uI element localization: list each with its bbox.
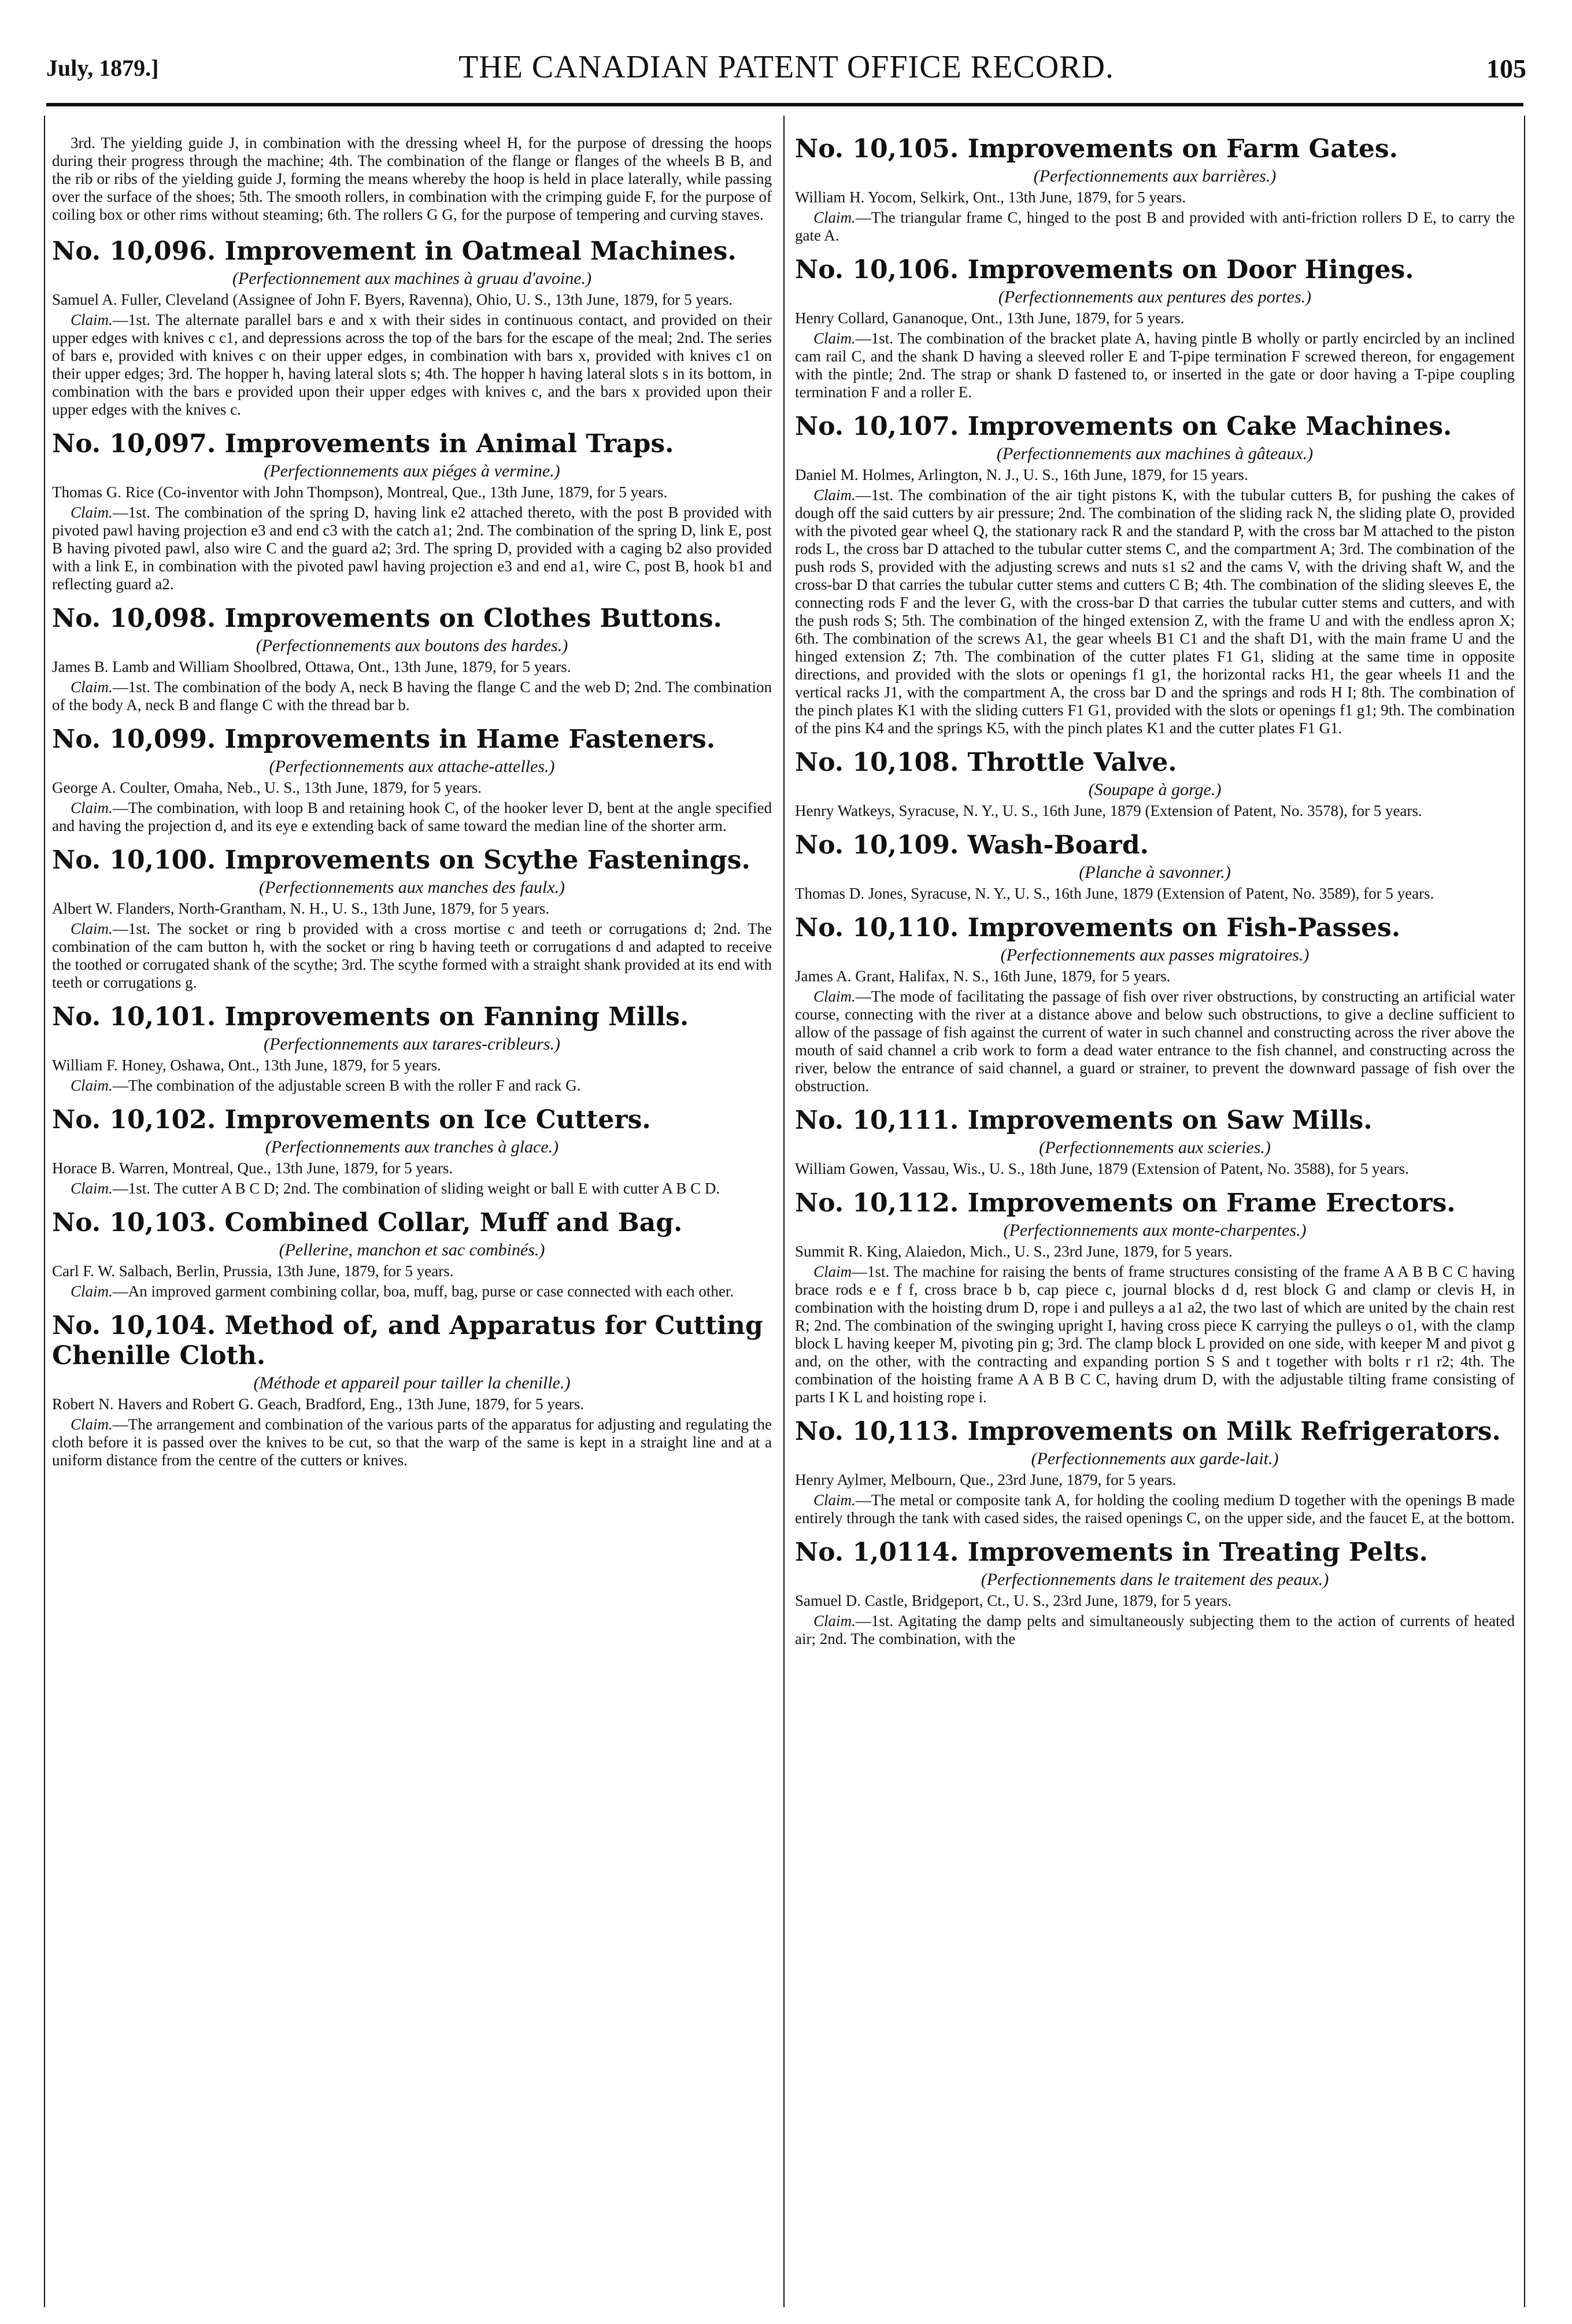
- claim-body: —The combination of the adjustable screen B with the roller F and rack G.: [112, 1077, 581, 1094]
- patent-entry: [52, 237, 772, 419]
- patent-heading: [52, 1208, 772, 1238]
- french-title: (Perfectionnements aux manches des faulx.): [259, 878, 565, 897]
- claim-label: Claim: [813, 1263, 852, 1280]
- grantee-line: Albert W. Flanders, North-Grantham, N. H., U. S., 13th June, 1879, for 5 years.: [52, 900, 550, 917]
- claim-text: [52, 1180, 772, 1198]
- right-column: [795, 134, 1515, 2297]
- patent-entry: [52, 725, 772, 835]
- patent-number: No. 10,103.: [52, 1208, 216, 1237]
- patent-title: Improvement in Oatmeal Machines.: [224, 237, 737, 266]
- page-number: 105: [1486, 54, 1526, 83]
- claim-label: Claim.: [71, 311, 113, 328]
- patent-title: Improvements in Treating Pelts.: [967, 1538, 1428, 1567]
- french-title: (Perfectionnement aux machines à gruau d'avoine.): [232, 269, 592, 288]
- grantee-line: Robert N. Havers and Robert G. Geach, Bradford, Eng., 13th June, 1879, for 5 years.: [52, 1395, 585, 1413]
- grantee-line: Samuel A. Fuller, Cleveland (Assignee of John F. Byers, Ravenna), Ohio, U. S., 13th June, 1879, for 5 years.: [52, 291, 733, 308]
- patent-entry: [795, 913, 1515, 1095]
- claim-label: Claim.: [71, 504, 113, 521]
- claim-text: [795, 330, 1515, 401]
- claim-text: [52, 311, 772, 419]
- claim-label: Claim.: [71, 678, 113, 696]
- french-title: (Perfectionnements aux machines à gâteaux.): [996, 444, 1314, 463]
- claim-body: —1st. Agitating the damp pelts and simultaneously subjecting them to the action of currents of heated air; 2nd. The combination, with the: [795, 1612, 1515, 1647]
- patent-number: No. 10,110.: [795, 913, 959, 943]
- frame-right-rule: [1524, 116, 1525, 2307]
- french-title: (Perfectionnements dans le traitement des peaux.): [981, 1570, 1329, 1589]
- patent-number: No. 10,097.: [52, 429, 216, 459]
- grantee-line: Samuel D. Castle, Bridgeport, Ct., U. S., 23rd June, 1879, for 5 years.: [795, 1592, 1232, 1609]
- claim-text: [795, 209, 1515, 245]
- patent-number: No. 10,101.: [52, 1002, 216, 1032]
- patent-heading: [52, 604, 772, 634]
- grantee-line: Horace B. Warren, Montreal, Que., 13th June, 1879, for 5 years.: [52, 1159, 453, 1177]
- patent-entry: [795, 1538, 1515, 1648]
- claim-label: Claim.: [813, 988, 856, 1005]
- patent-heading: [795, 134, 1515, 164]
- claim-body: —The mode of facilitating the passage of fish over river obstructions, by constructing an artificial water course, connecting with the river at a distance above and below such obstructions, to give a decline sufficient to allow of the passage of fish against the current of water in such channel and constructing across the river above the mouth of said channel a crib work to form a dead water entrance to the fish channel, and constructing across the river, below the entrance of said channel, a guard or strainer, to prevent the downward passage of fish over the obstruction.: [795, 988, 1515, 1095]
- header-date: July, 1879.]: [46, 55, 159, 81]
- claim-body: —The metal or composite tank A, for holding the cooling medium D together with the openings B made entirely through the tank with cased sides, the raised openings C, on the upper side, and the faucet E, at the bottom.: [795, 1491, 1515, 1527]
- patent-entry: [795, 134, 1515, 245]
- patent-number: No. 10,099.: [52, 725, 216, 754]
- claim-text: [795, 1491, 1515, 1527]
- patent-title: Improvements in Animal Traps.: [224, 429, 674, 459]
- patent-title: Improvements on Milk Refrigerators.: [967, 1417, 1501, 1446]
- patent-entry: [52, 604, 772, 714]
- french-title: (Soupape à gorge.): [1088, 780, 1222, 799]
- patent-number: No. 10,109.: [795, 830, 959, 860]
- claim-label: Claim.: [71, 1416, 113, 1433]
- patent-entry: [52, 1002, 772, 1095]
- french-title: (Perfectionnements aux monte-charpentes.): [1003, 1221, 1307, 1240]
- french-title: (Perfectionnements aux piéges à vermine.): [264, 461, 560, 481]
- patent-title: Wash-Board.: [967, 830, 1149, 860]
- patent-heading: [52, 1002, 772, 1032]
- claim-label: Claim.: [71, 799, 113, 816]
- patent-entry: [52, 845, 772, 992]
- grantee-line: James A. Grant, Halifax, N. S., 16th June, 1879, for 5 years.: [795, 967, 1171, 985]
- patent-entry: [52, 1105, 772, 1198]
- grantee-line: William Gowen, Vassau, Wis., U. S., 18th June, 1879 (Extension of Patent, No. 3588), for 5 years.: [795, 1160, 1409, 1177]
- claim-text: [795, 1263, 1515, 1406]
- claim-text: [52, 1077, 772, 1095]
- patent-title: Improvements on Frame Erectors.: [967, 1188, 1456, 1218]
- claim-body: —1st. The combination of the spring D, having link e2 attached thereto, with the post B provided with pivoted pawl having projection e3 and end c3 with the catch a1; 2nd. The combination of the spring D, link E, post B having pivoted pawl, also wire C and the guard a2; 3rd. The spring D, provided with a caging b2 also provided with a link E, in combination with the pivoted pawl having projection e3 and end a1, wire C, post B, hook b1 and reflecting guard a2.: [52, 504, 772, 593]
- column-divider: [783, 116, 785, 2307]
- claim-text: [795, 988, 1515, 1095]
- grantee-line: Henry Collard, Gananoque, Ont., 13th June, 1879, for 5 years.: [795, 309, 1185, 327]
- french-title: (Perfectionnements aux pentures des portes.): [998, 287, 1312, 306]
- claim-label: Claim.: [813, 1612, 856, 1630]
- grantee-line: Daniel M. Holmes, Arlington, N. J., U. S., 16th June, 1879, for 15 years.: [795, 466, 1248, 483]
- patent-entry: [795, 412, 1515, 737]
- patent-entry: [795, 830, 1515, 903]
- claim-text: [52, 920, 772, 992]
- french-title: (Perfectionnements aux scieries.): [1039, 1138, 1271, 1157]
- patent-title: Improvements on Cake Machines.: [967, 412, 1452, 441]
- patent-number: No. 10,098.: [52, 604, 216, 633]
- patent-title: Improvements on Clothes Buttons.: [224, 604, 722, 633]
- french-title: (Perfectionnements aux tranches à glace.): [265, 1137, 559, 1157]
- french-title: (Perfectionnements aux attache-attelles.): [269, 757, 555, 776]
- patent-heading: [795, 913, 1515, 943]
- french-title: (Perfectionnements aux boutons des hardes.): [256, 636, 568, 655]
- patent-title: Improvements on Fanning Mills.: [224, 1002, 689, 1032]
- claim-body: —1st. The cutter A B C D; 2nd. The combination of sliding weight or ball E with cutter A B C D.: [112, 1180, 720, 1197]
- patent-title: Improvements on Door Hinges.: [967, 255, 1414, 285]
- claim-label: Claim.: [813, 330, 856, 347]
- patent-heading: [52, 429, 772, 459]
- claim-body: —The combination, with loop B and retaining hook C, of the hooker lever D, bent at the angle specified and having the projection d, and its eye e extending back of same toward the median line of the shorter arm.: [52, 799, 772, 834]
- claim-body: —The arrangement and combination of the various parts of the apparatus for adjusting and regulating the cloth before it is passed over the knives to be cut, so that the warp of the same is kept in a straight line and at a uniform distance from the centre of the cutters or knives.: [52, 1416, 772, 1469]
- claim-body: —1st. The combination of the bracket plate A, having pintle B wholly or partly encircled by an inclined cam rail C, and the shank D having a sleeved roller E and T-pipe termination F screwed thereon, for engagement with the pintle; 2nd. The strap or shank D fastened to, or inserted in the gate or door having a T-pipe coupling termination F and a roller E.: [795, 330, 1515, 401]
- patent-number: No. 10,096.: [52, 237, 216, 266]
- claim-text: [52, 678, 772, 714]
- patent-heading: [795, 1417, 1515, 1447]
- claim-body: —1st. The alternate parallel bars e and x with their sides in continuous contact, and provided on their upper edges with knives c c1, and depressions across the top of the bars for the escape of the meal; 2nd. The series of bars e, provided with knives c on their upper edges, in combination with bars x, provided with knives c1 on their upper edges; 3rd. The hopper h, having lateral slots s; 4th. The hopper h having lateral slots s in its bottom, in combination with the bars e provided upon their upper edges with knives c, and the bars x provided upon their upper edges with the knives c.: [52, 311, 772, 418]
- patent-title: Method of, and Apparatus for Cutting Chenille Cloth.: [52, 1311, 763, 1370]
- claim-label: Claim.: [813, 1491, 856, 1509]
- patent-heading: [795, 1106, 1515, 1136]
- patent-heading: [52, 845, 772, 875]
- patent-number: No. 10,112.: [795, 1188, 959, 1218]
- claim-body: —An improved garment combining collar, boa, muff, bag, purse or case connected with each other.: [112, 1283, 734, 1300]
- patent-heading: [795, 1188, 1515, 1218]
- patent-heading: [52, 237, 772, 267]
- patent-entry: [795, 255, 1515, 401]
- patent-heading: [795, 1538, 1515, 1568]
- claim-label: Claim.: [71, 1283, 113, 1300]
- patent-entry: [795, 1188, 1515, 1406]
- claim-text: [52, 1283, 772, 1300]
- patent-number: No. 10,113.: [795, 1417, 959, 1446]
- french-title: (Méthode et appareil pour tailler la chenille.): [253, 1373, 571, 1392]
- continued-claim: 3rd. The yielding guide J, in combination with the dressing wheel H, for the purpose of dressing the hoops during their progress through the machine; 4th. The combination of the flange or flanges of the wheels B B, and the rib or ribs of the yielding guide J, forming the means whereby the hoop is held in place laterally, while passing over the surface of the shoes; 5th. The smooth rollers, in combination with the crimping guide F, for the purpose of coiling box or other rims without steaming; 6th. The rollers G G, for the purpose of tempering and curving staves.: [52, 134, 772, 223]
- patent-number: No. 10,100.: [52, 845, 216, 875]
- claim-label: Claim.: [71, 1077, 113, 1094]
- patent-number: No. 10,111.: [795, 1106, 959, 1135]
- french-title: (Perfectionnements aux barrières.): [1033, 167, 1277, 186]
- frame-left-rule: [44, 116, 45, 2307]
- patent-title: Improvements on Saw Mills.: [967, 1106, 1373, 1135]
- claim-label: Claim.: [813, 209, 856, 226]
- grantee-line: Thomas D. Jones, Syracuse, N. Y., U. S., 16th June, 1879 (Extension of Patent, No. 3589), for 5 years.: [795, 885, 1434, 902]
- french-title: (Planche à savonner.): [1079, 863, 1231, 882]
- grantee-line: Carl F. W. Salbach, Berlin, Prussia, 13th June, 1879, for 5 years.: [52, 1262, 454, 1280]
- patent-heading: [795, 255, 1515, 285]
- claim-body: —1st. The combination of the air tight pistons K, with the tubular cutters B, for pushing the cakes of dough off the said cutters by air pressure; 2nd. The combination of the sliding rack N, the sliding plate O, provided with the pivoted gear wheel Q, the stationary rack R and the standard P, with the cross bar M attached to the piston rods L, the cross bar D attached to the tubular cutter stems C, and the compartment A; 3rd. The combination of the push rods S, provided with the adjusting screws and nuts s1 s2 and the cams V, with the driving shaft W, and the cross-bar D that carries the tubular cutter stems and cutters C B; 4th. The combination of the sliding sleeves E, the connecting rods F and the lever G, with the cross-bar D that carries the tubular cutter stems and cutters, and with the push rods S; 5th. The combination of the hinged extension Z, with the frame U and with the endless apron X; 6th. The combination of the screws A1, the gear wheels B1 C1 and the shaft D1, with the main frame U and the hinged extension Z; 7th. The combination of the cutter plates F1 G1, sliding at the same time in opposite directions, and provided with the slots or openings f1 g1, the horizontal racks H1, the gear wheels I1 and the vertical racks J1, with the compartment A, the cross bar D and the springs and rods H I; 8th. The combination of the pinch plates K1 with the sliding cutters F1 G1, provided with the slots or openings f1 g1; 9th. The combination of the pins K4 and the springs K5, with the pinch plates K1 and the cutter plates F1 G1.: [795, 486, 1515, 737]
- claim-label: Claim.: [813, 486, 856, 504]
- french-title: (Perfectionnements aux garde-lait.): [1031, 1449, 1279, 1468]
- patent-number: No. 10,104.: [52, 1311, 216, 1340]
- patent-entry: [52, 1208, 772, 1300]
- header-title: THE CANADIAN PATENT OFFICE RECORD.: [458, 49, 1114, 85]
- patent-entry: [795, 748, 1515, 820]
- patent-number: No. 10,102.: [52, 1105, 216, 1135]
- patent-title: Combined Collar, Muff and Bag.: [224, 1208, 683, 1237]
- page-header: [46, 45, 1526, 97]
- patent-entry: [795, 1417, 1515, 1527]
- patent-heading: [52, 1105, 772, 1135]
- grantee-line: William F. Honey, Oshawa, Ont., 13th June, 1879, for 5 years.: [52, 1056, 441, 1074]
- french-title: (Pellerine, manchon et sac combinés.): [279, 1240, 545, 1259]
- claim-text: [52, 504, 772, 593]
- grantee-line: George A. Coulter, Omaha, Neb., U. S., 13th June, 1879, for 5 years.: [52, 779, 482, 796]
- patent-entry: [52, 429, 772, 593]
- patent-title: Throttle Valve.: [967, 748, 1177, 777]
- header-rule: [46, 103, 1523, 106]
- patent-entry: [52, 1311, 772, 1469]
- patent-number: No. 10,108.: [795, 748, 959, 777]
- claim-text: [795, 1612, 1515, 1648]
- patent-number: No. 1,0114.: [795, 1538, 959, 1567]
- claim-body: —The triangular frame C, hinged to the post B and provided with anti-friction rollers D E, to carry the gate A.: [795, 209, 1515, 244]
- patent-number: No. 10,107.: [795, 412, 959, 441]
- claim-text: [52, 1416, 772, 1469]
- grantee-line: Thomas G. Rice (Co-inventor with John Thompson), Montreal, Que., 13th June, 1879, for 5 years.: [52, 483, 668, 501]
- grantee-line: Henry Watkeys, Syracuse, N. Y., U. S., 16th June, 1879 (Extension of Patent, No. 3578), for 5 years.: [795, 802, 1422, 819]
- claim-body: —1st. The combination of the body A, neck B having the flange C and the web D; 2nd. The combination of the body A, neck B and flange C with the thread bar b.: [52, 678, 772, 714]
- french-title: (Perfectionnements aux tarares-cribleurs.): [264, 1034, 560, 1054]
- french-title: (Perfectionnements aux passes migratoires.): [1000, 945, 1310, 965]
- patent-title: Improvements on Fish-Passes.: [967, 913, 1401, 943]
- patent-number: No. 10,105.: [795, 134, 959, 164]
- patent-title: Improvements on Scythe Fastenings.: [224, 845, 750, 875]
- patent-heading: [52, 1311, 772, 1371]
- claim-label: Claim.: [71, 920, 113, 937]
- grantee-line: Summit R. King, Alaiedon, Mich., U. S., 23rd June, 1879, for 5 years.: [795, 1243, 1233, 1260]
- patent-entry: [795, 1106, 1515, 1178]
- claim-label: Claim.: [71, 1180, 113, 1197]
- patent-number: No. 10,106.: [795, 255, 959, 285]
- patent-heading: [795, 412, 1515, 442]
- patent-heading: [795, 830, 1515, 860]
- left-column: [52, 134, 772, 2297]
- patent-title: Improvements in Hame Fasteners.: [224, 725, 716, 754]
- grantee-line: Henry Aylmer, Melbourn, Que., 23rd June, 1879, for 5 years.: [795, 1471, 1177, 1488]
- grantee-line: James B. Lamb and William Shoolbred, Ottawa, Ont., 13th June, 1879, for 5 years.: [52, 658, 571, 675]
- patent-title: Improvements on Farm Gates.: [967, 134, 1398, 164]
- patent-heading: [795, 748, 1515, 778]
- patent-heading: [52, 725, 772, 755]
- grantee-line: William H. Yocom, Selkirk, Ont., 13th June, 1879, for 5 years.: [795, 189, 1186, 206]
- claim-text: [52, 799, 772, 835]
- claim-body: —1st. The machine for raising the bents of frame structures consisting of the frame A A B B C C having brace rods e e f f, cross brace b b, cap piece c, journal blocks d d, rest block G and clamp or clevis H, in combination with the hoisting drum D, rope i and pulleys a a1 a2, the two last of which are united by the chain rest R; 2nd. The combination of the swinging upright I, having cross piece K carrying the pulleys o o1, with the clamp block L having keeper M, pivoting pin g; 3rd. The clamp block L provided on one side, with keeper M and pivot g and, on the other, with the contracting and expanding portion S S and t together with bolts r r1 r2; 4th. The combination of the hoisting frame A A B B C C, having drum D, with the adjustable tilting frame consisting of parts I K L and hoisting rope i.: [795, 1263, 1515, 1406]
- claim-text: [795, 486, 1515, 737]
- claim-body: —1st. The socket or ring b provided with a cross mortise c and teeth or corrugations d; 2nd. The combination of the cam button h, with the socket or ring b having teeth or corrugations d and adapted to receive the toothed or corrugated shank of the scythe; 3rd. The scythe formed with a straight shank provided at its end with teeth or corrugations g.: [52, 920, 772, 991]
- patent-title: Improvements on Ice Cutters.: [224, 1105, 651, 1135]
